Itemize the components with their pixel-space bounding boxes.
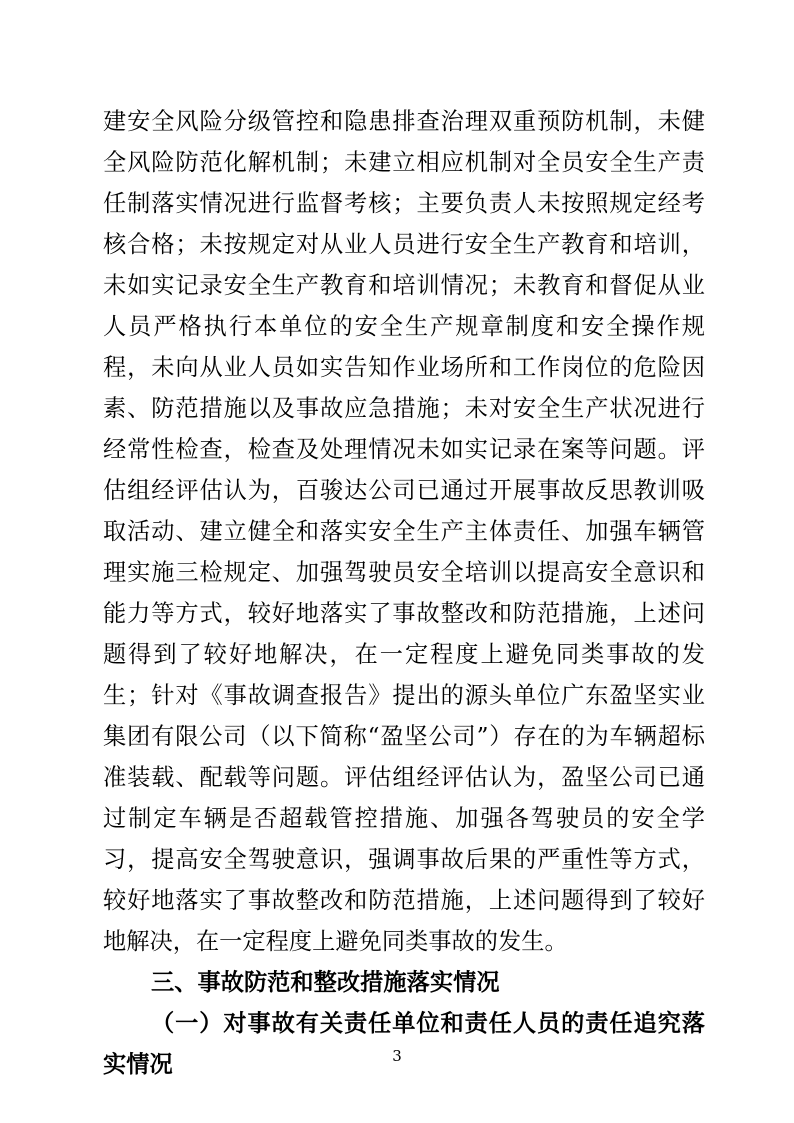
- section-heading-three: 三、事故防范和整改措施落实情况: [151, 969, 500, 996]
- subsection-heading-one: （一）对事故有关责任单位和责任人员的责任追究落实情况: [103, 1010, 705, 1078]
- page-number: 3: [392, 1047, 402, 1065]
- page-content: [103, 101, 705, 1085]
- body-paragraph: 建安全风险分级管控和隐患排查治理双重预防机制，未健全风险防范化解机制；未建立相应机制对全员安全生产责任制落实情况进行监督考核；主要负责人未按照规定经考核合格；未按规定对从业人员进行安全生产教育和培训，未如实记录安全生产教育和培训情况；未教育和督促从业人员严格执行本单位的安全生产规章制度和安全操作规程，未向从业人员如实告知作业场所和工作岗位的危险因素、防范措施以及事故应急措施；未对安全生产状况进行经常性检查，检查及处理情况未如实记录在案等问题。评估组经评估认为，百骏达公司已通过开展事故反思教训吸取活动、建立健全和落实安全生产主体责任、加强车辆管理实施三检规定、加强驾驶员安全培训以提高安全意识和能力等方式，较好地落实了事故整改和防范措施，上述问题得到了较好地解决，在一定程度上避免同类事故的发生；针对《事故调查报告》提出的源头单位广东盈坚实业集团有限公司（以下简称“盈坚公司”）存在的为车辆超标准装载、配载等问题。评估组经评估认为，盈坚公司已通过制定车辆是否超载管控措施、加强各驾驶员的安全学习，提高安全驾驶意识，强调事故后果的严重性等方式，较好地落实了事故整改和防范措施，上述问题得到了较好地解决，在一定程度上避免同类事故的发生。: [103, 108, 705, 955]
